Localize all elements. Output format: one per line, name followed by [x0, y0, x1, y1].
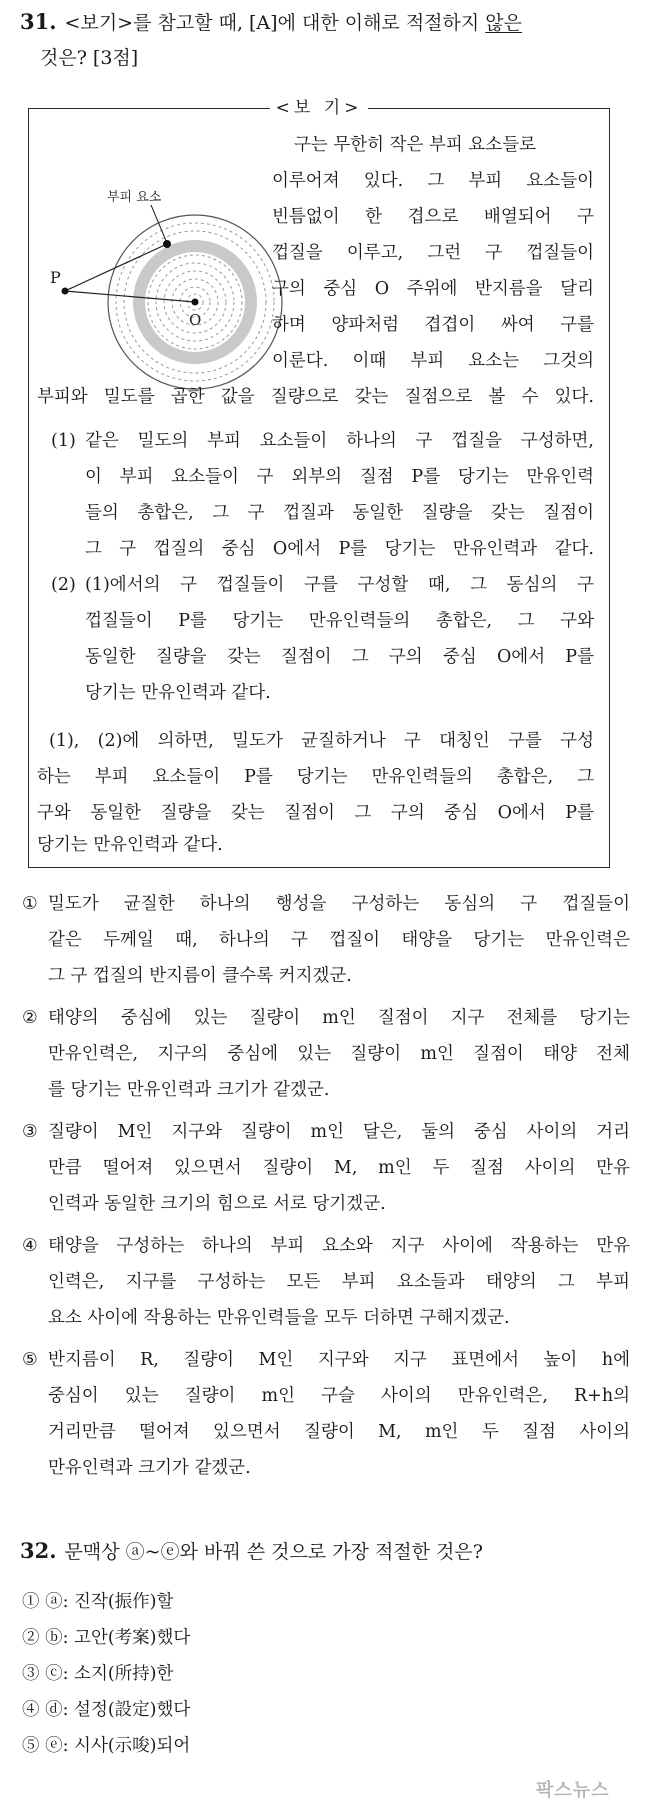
- option-line: 질량이 M인 지구와 질량이 m인 달은, 둘의 중심 사이의 거리: [48, 1122, 630, 1142]
- conclusion-line: 당기는 만유인력과 같다.: [37, 835, 223, 855]
- option-marker: ①: [22, 1592, 40, 1612]
- option-line: 태양을 구성하는 하나의 부피 요소와 지구 사이에 작용하는 만유: [48, 1236, 630, 1256]
- option-line: 인력과 동일한 크기의 힘으로 서로 당기겠군.: [48, 1194, 386, 1214]
- option-line: 만유인력은, 지구의 중심에 있는 질량이 m인 질점이 태양 전체: [48, 1044, 630, 1064]
- option-line: 그 구 껍질의 반지름이 클수록 커지겠군.: [48, 966, 352, 986]
- option-marker: ①: [22, 894, 38, 914]
- conclusion-line: 하는 부피 요소들이 P를 당기는 만유인력들의 총합은, 그: [37, 767, 594, 787]
- q32-option-3[interactable]: [22, 1656, 173, 1692]
- bogi-full-line: 부피와 밀도를 곱한 값을 질량으로 갖는 질점으로 볼 수 있다.: [37, 387, 594, 407]
- item2-line: 껍질들이 P를 당기는 만유인력들의 총합은, 그 구와: [85, 611, 594, 631]
- bogi-wrap-line: 구는 무한히 작은 부피 요소들로: [294, 135, 537, 155]
- item1-line: 들의 총합은, 그 구 껍질과 동일한 질량을 갖는 질점이: [85, 503, 594, 523]
- bogi-box: [28, 98, 610, 868]
- item2-line: 동일한 질량을 갖는 질점이 그 구의 중심 O에서 P를: [85, 647, 594, 667]
- item2-line: 당기는 만유인력과 같다.: [85, 683, 271, 703]
- option-marker: ④: [22, 1236, 38, 1256]
- option-marker: ⑤: [22, 1350, 38, 1370]
- bogi-wrap-line: 하며 양파처럼 겹겹이 싸여 구를: [272, 315, 594, 335]
- option-marker: ⑤: [22, 1736, 40, 1756]
- q32-option-1[interactable]: [22, 1584, 173, 1620]
- volume-element-label: 부피 요소: [107, 190, 162, 205]
- q31-stem: [20, 6, 522, 39]
- item2-marker: (2): [51, 575, 76, 595]
- p-to-center-line: [65, 291, 195, 302]
- option-line: 반지름이 R, 질량이 M인 지구와 지구 표면에서 높이 h에: [48, 1350, 630, 1370]
- q32-option-5[interactable]: [22, 1728, 190, 1764]
- center-o-dot: [192, 299, 199, 306]
- option-marker: ②: [22, 1628, 40, 1648]
- option-marker: ④: [22, 1700, 40, 1720]
- q32-option-4[interactable]: [22, 1692, 190, 1728]
- item1-line: 이 부피 요소들이 구 외부의 질점 P를 당기는 만유인력: [85, 467, 594, 487]
- option-text: ⓐ: 진작(振作)할: [45, 1592, 174, 1612]
- option-text: ⓔ: 시사(示唆)되어: [45, 1736, 191, 1756]
- option-marker: ③: [22, 1122, 38, 1142]
- conclusion-line: (1), (2)에 의하면, 밀도가 균질하거나 구 대칭인 구를 구성: [49, 731, 594, 751]
- q32-number: 32.: [20, 1538, 57, 1563]
- item1-line: 같은 밀도의 부피 요소들이 하나의 구 껍질을 구성하면,: [85, 431, 594, 451]
- q31-stem-text: <보기>를 참고할 때, [A]에 대한 이해로 적절하지: [64, 12, 486, 34]
- bogi-wrap-line: 껍질을 이루고, 그런 구 껍질들이: [272, 243, 594, 263]
- q31-underlined-word: 않은: [485, 12, 522, 34]
- option-line: 만큼 떨어져 있으면서 질량이 M, m인 두 질점 사이의 만유: [48, 1158, 630, 1178]
- q32-stem: [20, 1535, 483, 1568]
- point-p-label: P: [50, 268, 61, 287]
- option-line: 요소 사이에 작용하는 만유인력들을 모두 더하면 구해지겠군.: [48, 1308, 510, 1328]
- element-label-pointer: [151, 205, 167, 243]
- option-line: 같은 두께일 때, 하나의 구 껍질이 태양을 당기는 만유인력은: [48, 930, 630, 950]
- item1-marker: (1): [51, 431, 76, 451]
- bogi-wrap-line: 구의 중심 O 주위에 반지름을 달리: [272, 279, 594, 299]
- q32-stem-text: 문맥상 ⓐ~ⓔ와 바꿔 쓴 것으로 가장 적절한 것은?: [64, 1541, 483, 1563]
- option-line: 거리만큼 떨어져 있으면서 질량이 M, m인 두 질점 사이의: [48, 1422, 630, 1442]
- option-line: 밀도가 균질한 하나의 행성을 구성하는 동심의 구 껍질들이: [48, 894, 630, 914]
- option-line: 만유인력과 크기가 같겠군.: [48, 1458, 251, 1478]
- option-line: 를 당기는 만유인력과 크기가 같겠군.: [48, 1080, 330, 1100]
- volume-element-dot: [163, 240, 171, 248]
- option-text: ⓒ: 소지(所持)한: [45, 1664, 174, 1684]
- watermark-logo: 팍스뉴스: [536, 1780, 610, 1801]
- option-line: 인력은, 지구를 구성하는 모든 부피 요소들과 태양의 그 부피: [48, 1272, 630, 1292]
- point-p-dot: [62, 288, 69, 295]
- item2-line: (1)에서의 구 껍질들이 구를 구성할 때, 그 동심의 구: [85, 575, 594, 595]
- option-line: 중심이 있는 질량이 m인 구슬 사이의 만유인력은, R+h의: [48, 1386, 630, 1406]
- q31-stem-line2: 것은? [3점]: [40, 47, 139, 69]
- bogi-wrap-line: 이루어져 있다. 그 부피 요소들이: [272, 171, 594, 191]
- item1-line: 그 구 껍질의 중심 O에서 P를 당기는 만유인력과 같다.: [85, 539, 594, 559]
- bogi-wrap-line: 이룬다. 이때 부피 요소는 그것의: [272, 351, 594, 371]
- q32-option-2[interactable]: [22, 1620, 190, 1656]
- center-o-label: O: [189, 311, 202, 329]
- bogi-title: <보 기>: [270, 98, 369, 118]
- q31-number: 31.: [20, 9, 57, 34]
- bogi-wrap-line: 빈틈없이 한 겹으로 배열되어 구: [272, 207, 594, 227]
- option-marker: ②: [22, 1008, 38, 1028]
- option-marker: ③: [22, 1664, 40, 1684]
- option-text: ⓑ: 고안(考案)했다: [45, 1628, 191, 1648]
- option-line: 태양의 중심에 있는 질량이 m인 질점이 지구 전체를 당기는: [48, 1008, 630, 1028]
- option-text: ⓓ: 설정(設定)했다: [45, 1700, 191, 1720]
- conclusion-line: 구와 동일한 질량을 갖는 질점이 그 구의 중심 O에서 P를: [37, 803, 594, 823]
